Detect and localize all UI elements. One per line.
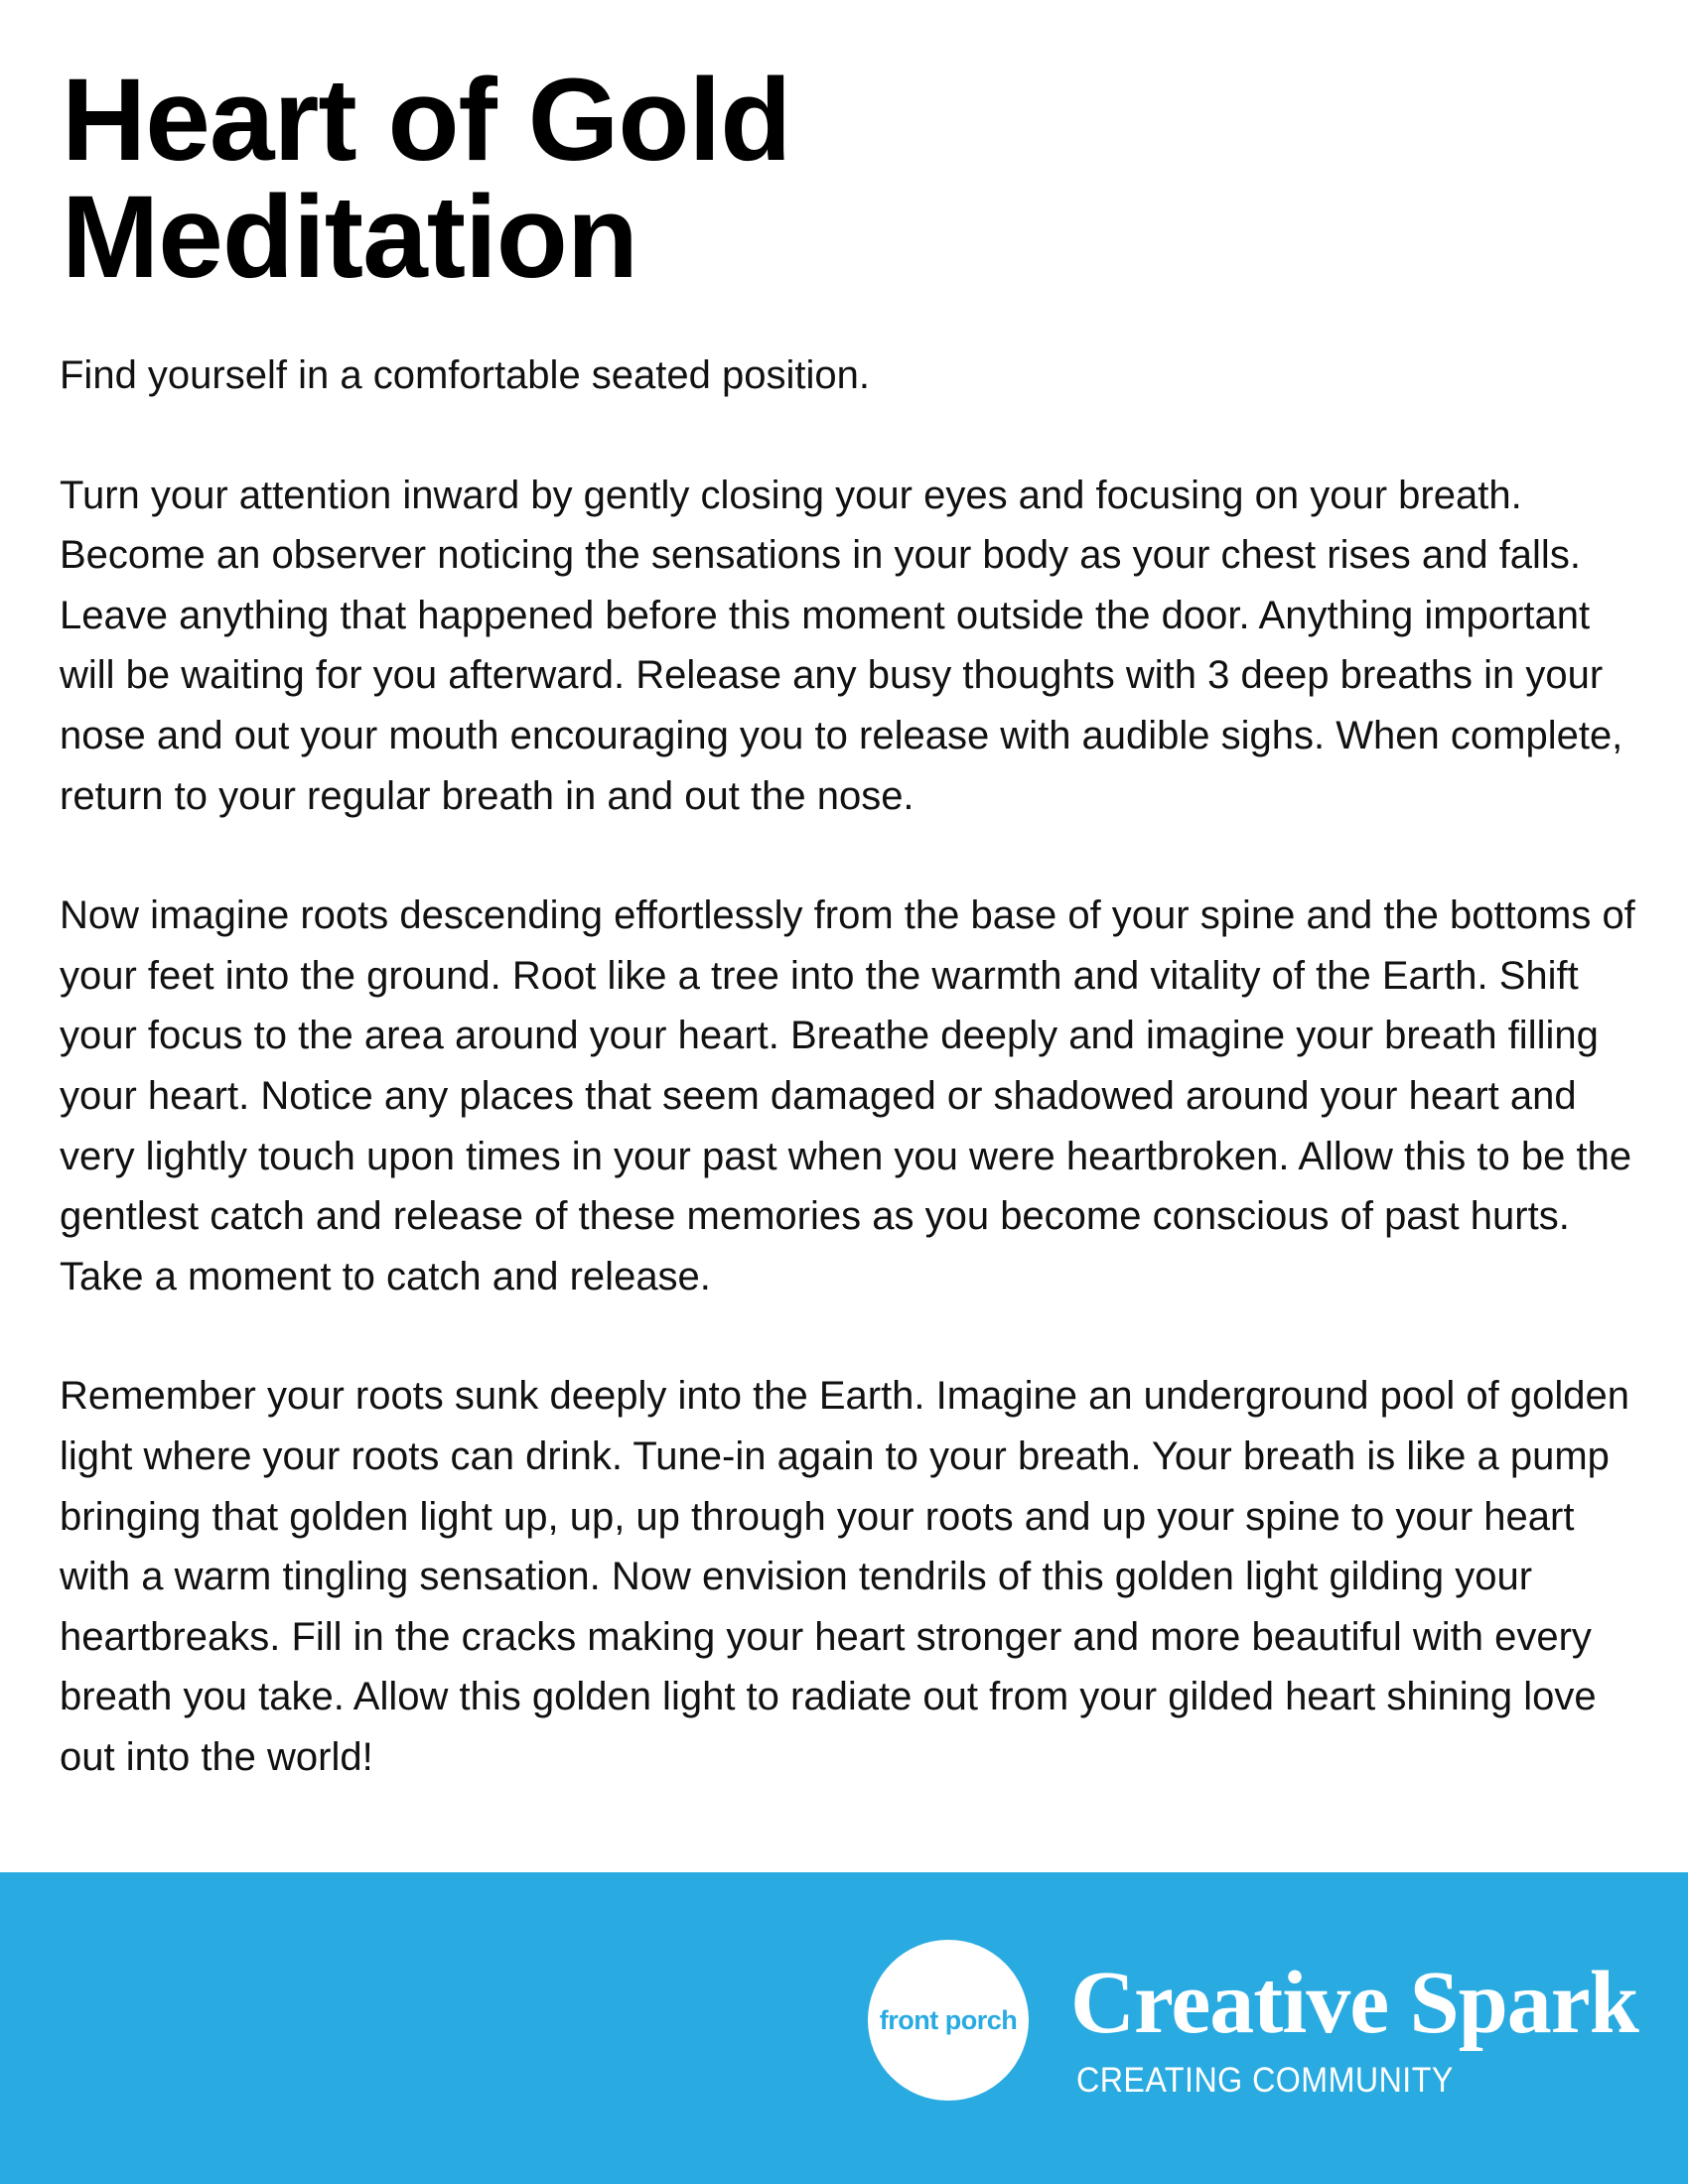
paragraph-roots: Now imagine roots descending effortlessly from the base of your spine and the bottoms of your feet into the ground. Root like a tree into the warmth and vitality of the Earth. Shift your focus to the area around your heart. Breathe deeply and imagine your breath filling your heart. Notice any places that seem damaged or shadowed around your heart and very lightly touch upon times in your past when you were heartbroken. Allow this to be the gentlest catch and release of these memories as you become conscious of past hurts. Take a moment to catch and release. (60, 893, 1635, 1298)
title-line-2: Meditation (62, 172, 637, 303)
page-title (62, 55, 1055, 303)
paragraph-breath: Turn your attention inward by gently closing your eyes and focusing on your breath. Become an observer noticing the sensations in your body as your chest rises and falls. Leave anything that happened before this moment outside the door. Anything important will be waiting for you afterward. Release any busy thoughts with 3 deep breaths in your nose and out your mouth encouraging you to release with audible sighs. When complete, return to your regular breath in and out the nose. (60, 473, 1623, 818)
creating-community-tagline: CREATING COMMUNITY (1076, 2061, 1454, 2100)
front-porch-logo (868, 1940, 1029, 2101)
front-porch-logo-text: front porch (879, 2004, 1018, 2035)
title-line-1: Heart of Gold (62, 55, 791, 186)
paragraph-golden-light: Remember your roots sunk deeply into the Earth. Imagine an underground pool of golden light where your roots can drink. Tune-in again to your breath. Your breath is like a pump bringing that golden light up, up, up through your roots and up your spine to your heart with a warm tingling sensation. Now envision tendrils of this golden light gilding your heartbreaks. Fill in the cracks making your heart stronger and more beautiful with every breath you take. Allow this golden light to radiate out from your gilded heart shining love out into the world! (60, 1374, 1629, 1779)
meditation-text (60, 345, 1648, 1846)
paragraph-intro: Find yourself in a comfortable seated position. (60, 353, 870, 397)
creative-spark-brand: Creative Spark (1070, 1954, 1638, 2052)
